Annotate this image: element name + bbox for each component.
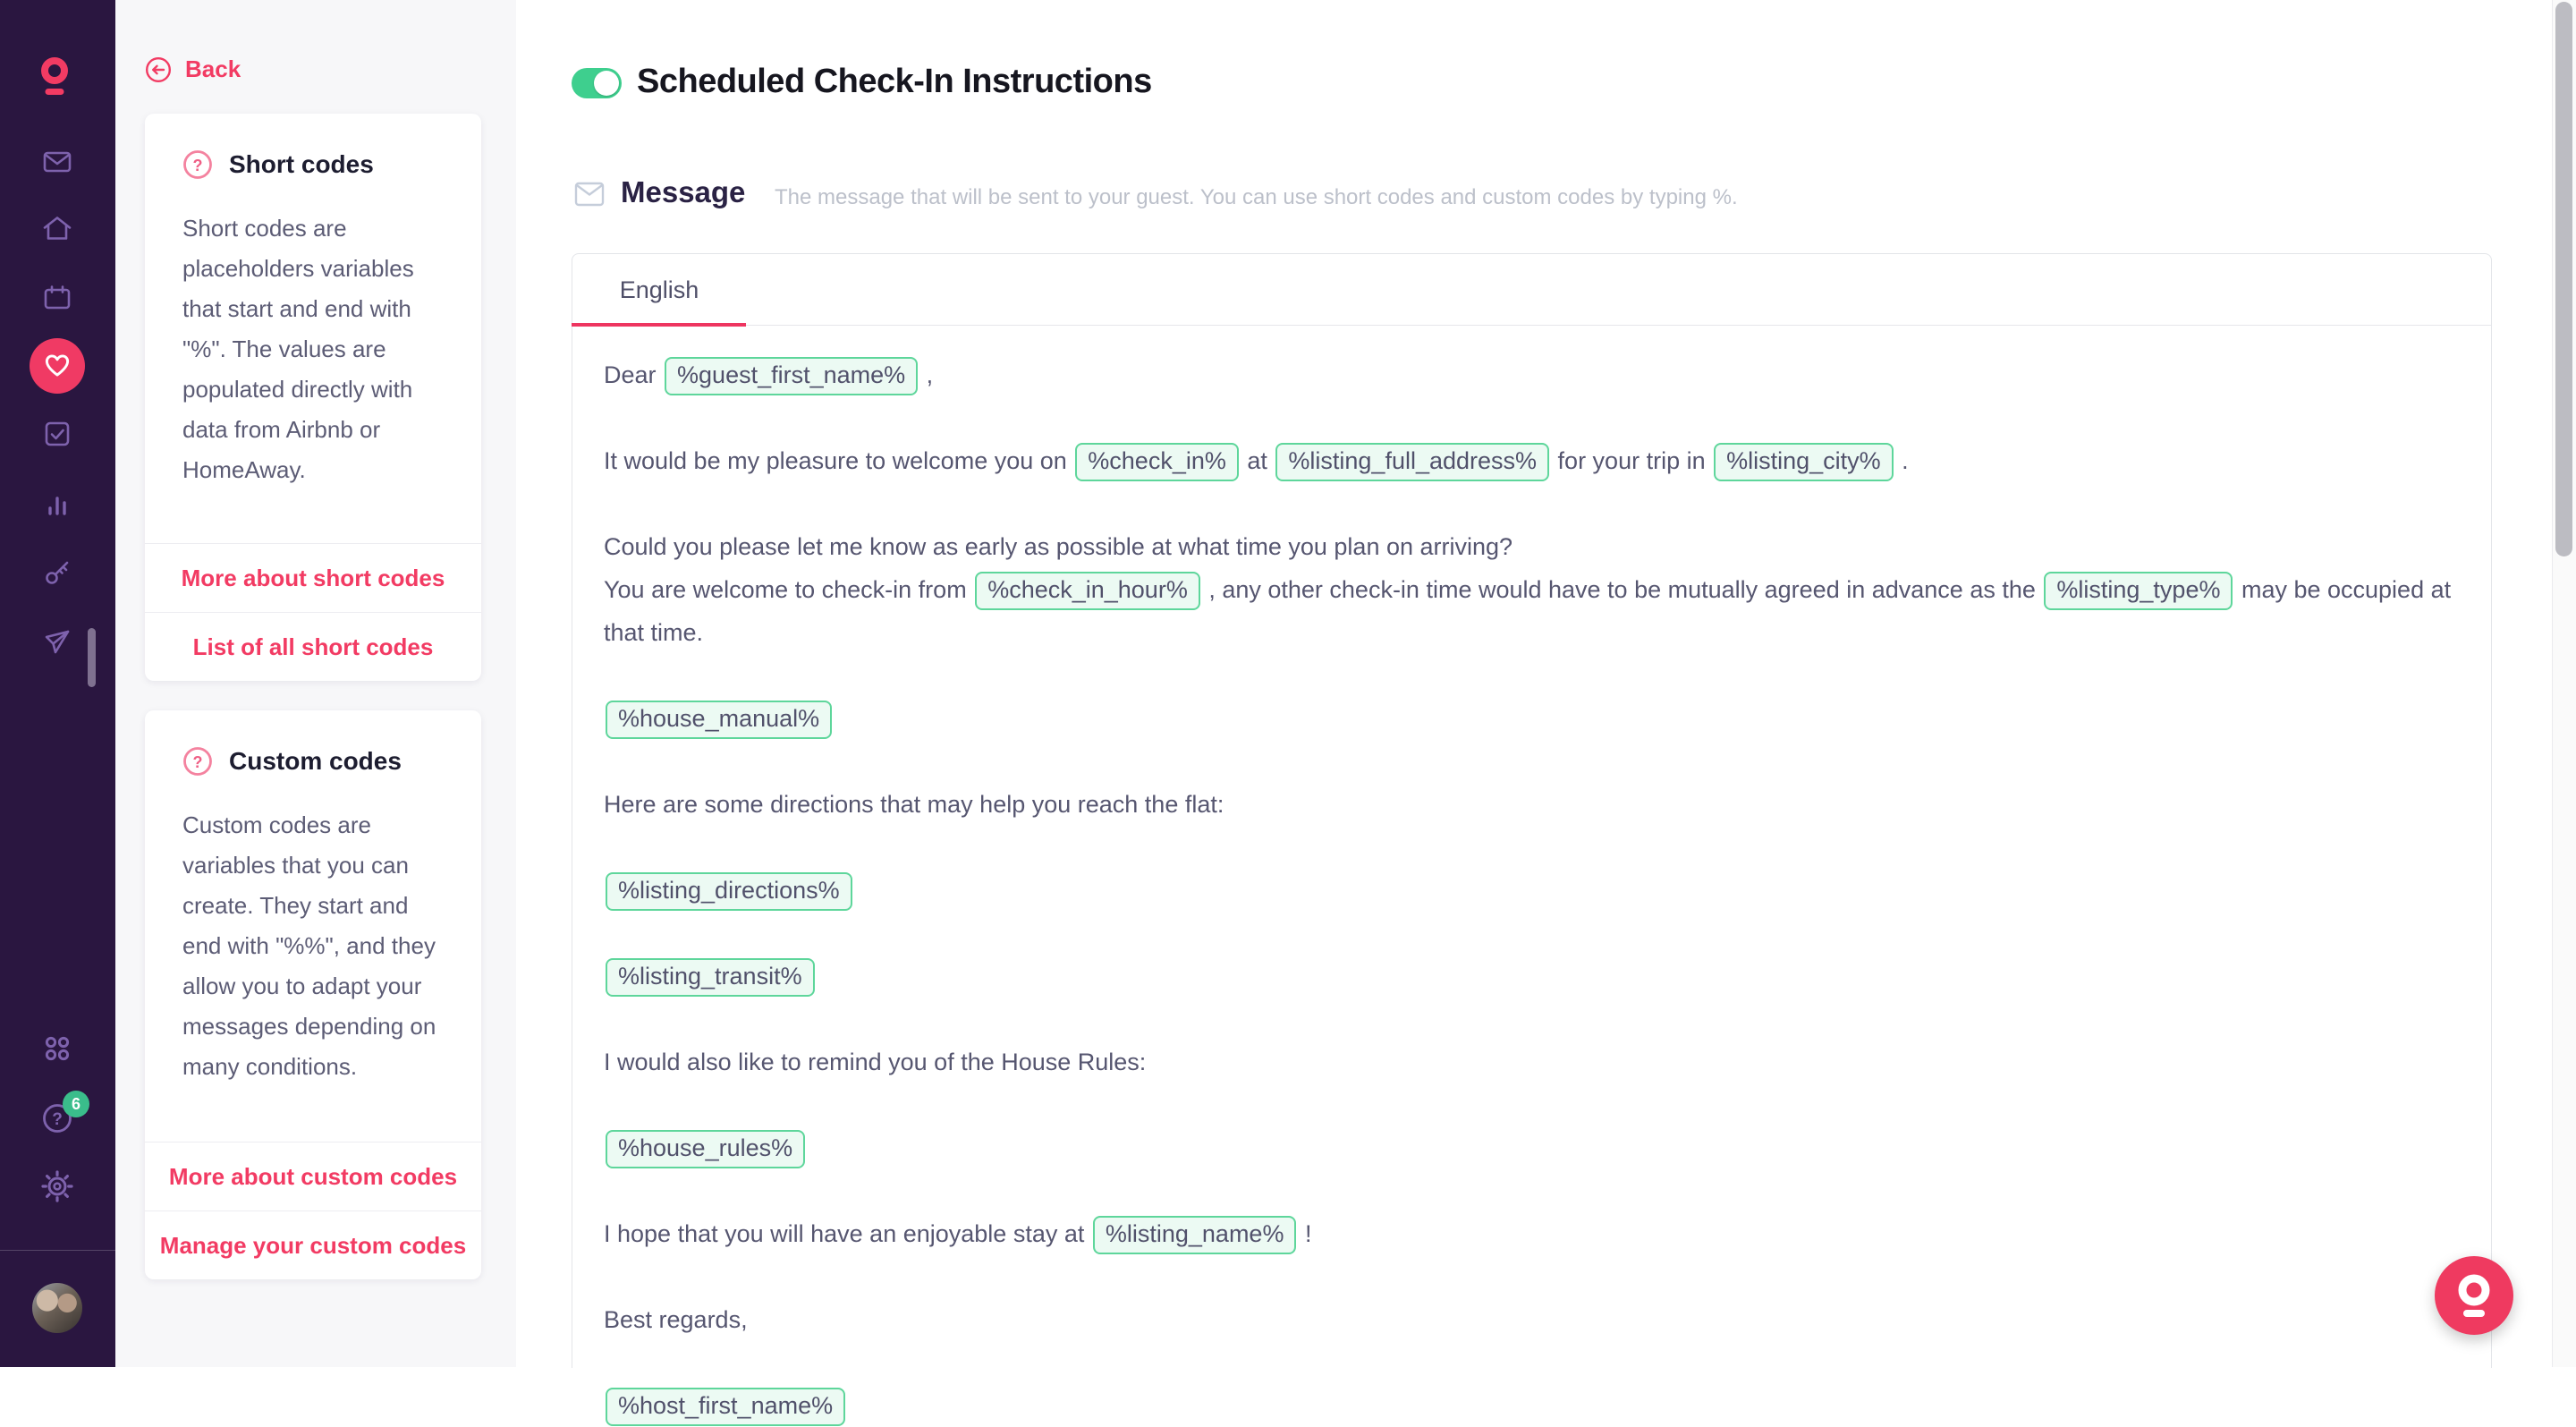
custom-codes-card [145, 710, 481, 1279]
message-paragraph [604, 1384, 2455, 1427]
chat-launcher-button[interactable] [2435, 1256, 2513, 1335]
back-button[interactable] [145, 55, 241, 83]
short-code-chip[interactable]: %check_in_hour% [975, 572, 1200, 610]
heart-icon[interactable] [30, 338, 85, 394]
message-paragraph [604, 353, 2455, 396]
message-paragraph [604, 1041, 2455, 1083]
short-codes-card [145, 114, 481, 681]
message-text: You are welcome to check-in from [604, 576, 974, 603]
message-text: Best regards, [604, 1306, 748, 1333]
help-count-badge: 6 [63, 1091, 89, 1117]
short-code-chip[interactable]: %house_manual% [606, 701, 832, 739]
message-card [572, 253, 2492, 1419]
more-about-custom-codes-link[interactable]: More about custom codes [145, 1142, 481, 1210]
back-label: Back [185, 55, 242, 82]
custom-codes-title: Custom codes [229, 747, 402, 775]
codes-panel [115, 0, 516, 1367]
enabled-toggle[interactable] [572, 68, 622, 98]
short-codes-title: Short codes [229, 150, 374, 178]
send-icon[interactable] [38, 622, 77, 661]
user-avatar[interactable] [32, 1283, 82, 1333]
stats-icon[interactable] [38, 485, 77, 524]
home-icon[interactable] [38, 209, 77, 249]
short-code-chip[interactable]: %listing_city% [1714, 443, 1894, 481]
message-text: Dear [604, 361, 664, 388]
message-paragraph [604, 1126, 2455, 1169]
message-text: for your trip in [1551, 447, 1713, 474]
icon-sidebar [0, 0, 115, 1367]
short-codes-description: Short codes are placeholders variables that start and end with "%". The values are populated directly with data from Airbnb or HomeAway. [182, 215, 414, 483]
language-tab-bar [572, 254, 2491, 326]
list-of-all-short-codes-link[interactable]: List of all short codes [145, 612, 481, 681]
svg-text:?: ? [192, 157, 203, 174]
message-text: , any other check-in time would have to be mutually agreed in advance as the [1201, 576, 2043, 603]
message-paragraph [604, 439, 2455, 482]
svg-text:?: ? [192, 753, 203, 771]
message-section-subtitle: The message that will be sent to your guest. You can use short codes and custom codes by typing %. [775, 185, 1738, 209]
question-circle-icon [182, 149, 213, 180]
message-text: It would be my pleasure to welcome you on [604, 447, 1074, 474]
message-text: . [1894, 447, 1909, 474]
message-text: ! [1298, 1220, 1312, 1247]
short-code-chip[interactable]: %listing_type% [2044, 572, 2233, 610]
short-code-chip[interactable]: %host_first_name% [606, 1388, 845, 1426]
message-envelope-icon [573, 179, 606, 209]
message-paragraph [604, 783, 2455, 826]
smartbnb-chat-logo-icon [2452, 1271, 2496, 1320]
short-code-chip[interactable]: %listing_name% [1093, 1216, 1297, 1254]
message-text: , [919, 361, 934, 388]
back-arrow-icon [145, 56, 172, 83]
apps-icon[interactable] [38, 1029, 77, 1068]
message-paragraph [604, 1298, 2455, 1341]
short-code-chip[interactable]: %house_rules% [606, 1130, 805, 1168]
settings-icon[interactable] [38, 1167, 77, 1206]
sidebar-divider [0, 1250, 115, 1251]
smartbnb-logo-icon[interactable] [30, 54, 83, 100]
message-paragraph [604, 697, 2455, 740]
svg-text:?: ? [52, 1110, 63, 1129]
inbox-icon[interactable] [38, 142, 77, 182]
tasks-icon[interactable] [38, 414, 77, 454]
message-text: Here are some directions that may help you reach the flat: [604, 791, 1224, 818]
toggle-knob [594, 71, 619, 96]
short-code-chip[interactable]: %listing_full_address% [1275, 443, 1549, 481]
message-section-title: Message [621, 175, 746, 208]
more-about-short-codes-link[interactable]: More about short codes [145, 543, 481, 612]
custom-codes-description: Custom codes are variables that you can create. They start and end with "%%", and they allow you to adapt your messages depending on many conditions. [182, 811, 436, 1080]
active-tab-indicator [572, 323, 746, 327]
page-scrollbar-thumb[interactable] [2555, 2, 2572, 556]
sidebar-scrollbar-thumb[interactable] [88, 628, 96, 687]
question-circle-icon [182, 746, 213, 777]
message-text: I would also like to remind you of the House Rules: [604, 1049, 1147, 1075]
tab-english[interactable]: English [619, 276, 699, 303]
short-code-chip[interactable]: %guest_first_name% [665, 357, 918, 395]
message-paragraph [604, 525, 2455, 654]
short-code-chip[interactable]: %check_in% [1075, 443, 1239, 481]
key-icon[interactable] [38, 553, 77, 592]
message-text: Could you please let me know as early as possible at what time you plan on arriving? [604, 533, 1513, 560]
message-paragraph [604, 869, 2455, 912]
calendar-icon[interactable] [38, 278, 77, 318]
message-text: at [1240, 447, 1275, 474]
message-paragraph [604, 1212, 2455, 1255]
short-code-chip[interactable]: %listing_directions% [606, 872, 852, 911]
message-text: may be occupied at that time. [604, 576, 2452, 646]
message-text: I hope that you will have an enjoyable stay at [604, 1220, 1091, 1247]
message-paragraph [604, 955, 2455, 998]
manage-your-custom-codes-link[interactable]: Manage your custom codes [145, 1210, 481, 1279]
message-editor[interactable] [572, 326, 2491, 1427]
page-title: Scheduled Check-In Instructions [637, 63, 1152, 100]
short-code-chip[interactable]: %listing_transit% [606, 958, 815, 997]
